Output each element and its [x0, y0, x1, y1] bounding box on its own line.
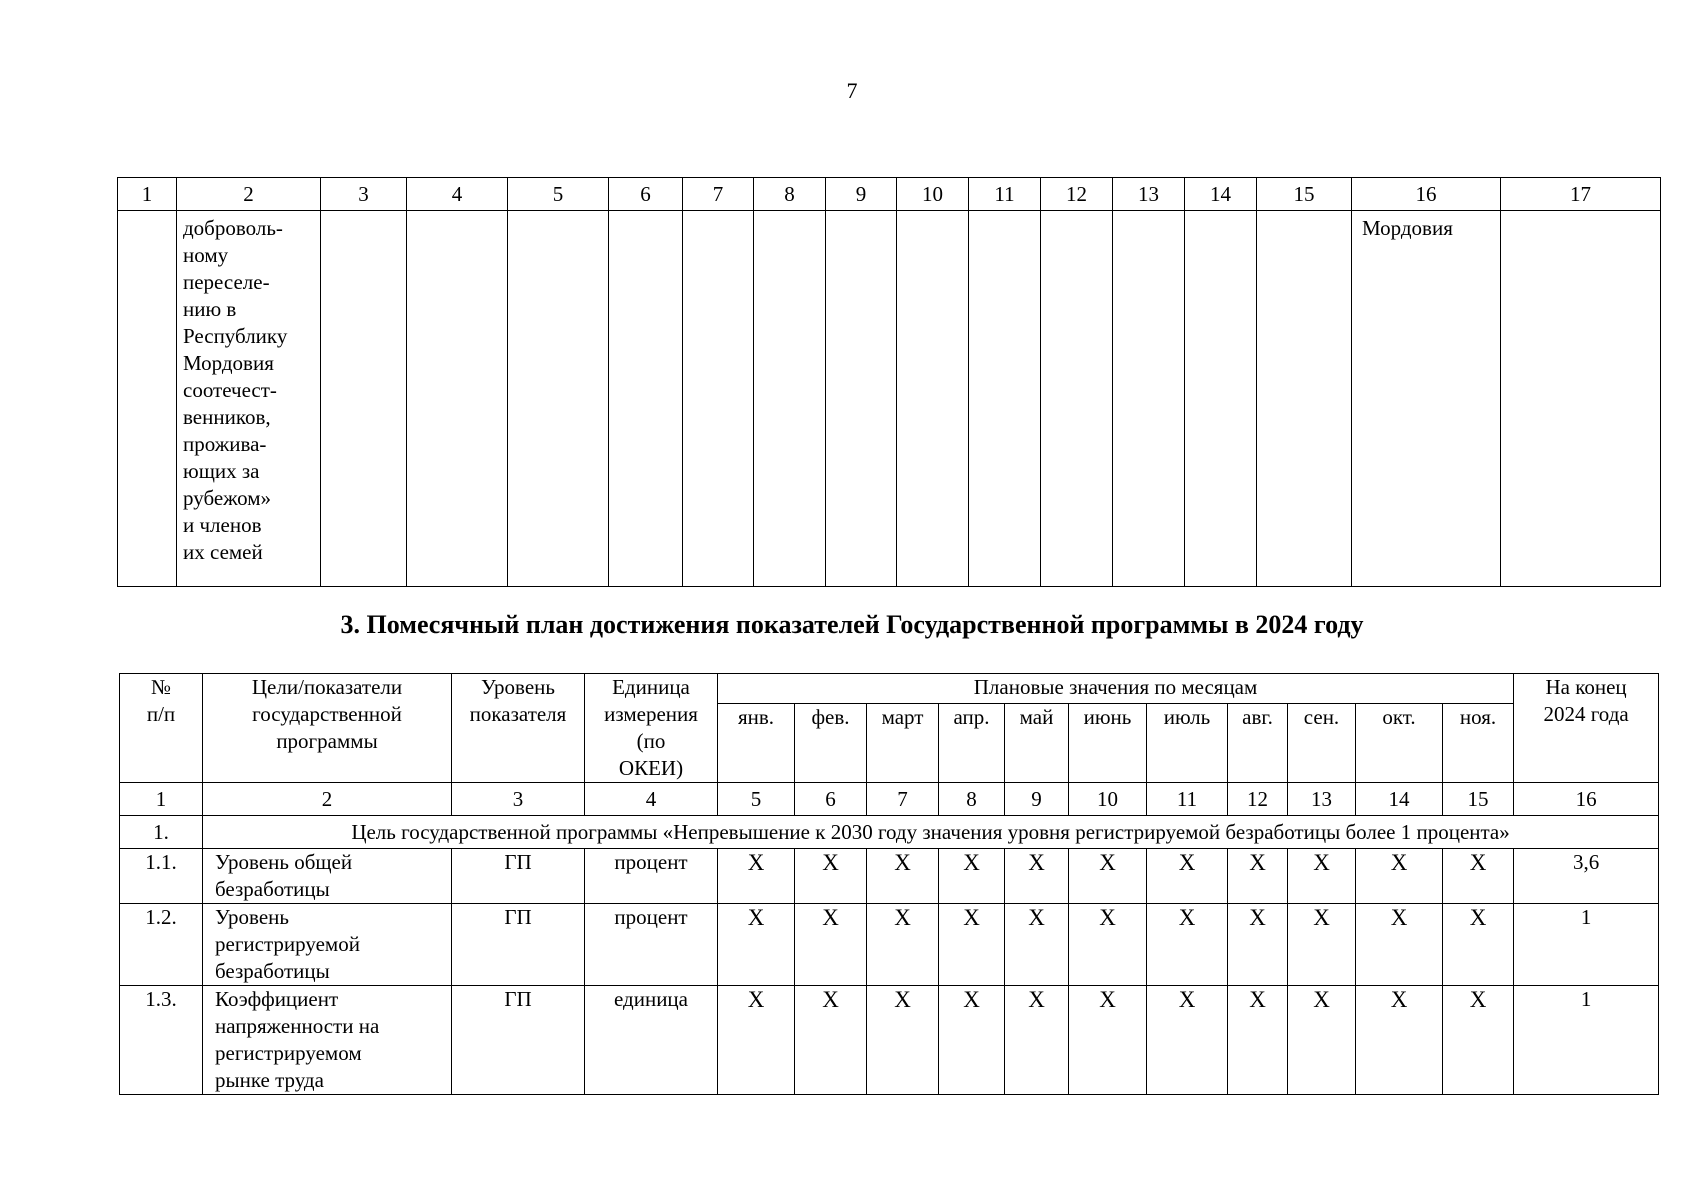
header-line: Единица	[612, 675, 690, 699]
col-number: 7	[867, 783, 939, 816]
col-number: 12	[1041, 178, 1113, 211]
text-line: Уровень общей	[215, 850, 353, 874]
end-of-year-value: 1	[1514, 986, 1659, 1095]
end-of-year-value: 1	[1514, 904, 1659, 986]
header-line: Уровень	[481, 675, 555, 699]
header-end-of-year	[1514, 674, 1659, 783]
text-line: Коэффициент	[215, 987, 339, 1011]
column-number-row	[120, 783, 1659, 816]
table-cell	[1257, 211, 1352, 587]
table-cell	[321, 211, 407, 587]
unit-cell: процент	[585, 849, 718, 904]
text-line: регистрируемой	[215, 932, 360, 956]
text-line: Мордовия	[183, 351, 274, 375]
text-line: их семей	[183, 540, 263, 564]
end-of-year-value: 3,6	[1514, 849, 1659, 904]
header-unit	[585, 674, 718, 783]
month-value: Х	[867, 904, 939, 986]
header-line: программы	[276, 729, 378, 753]
unit-cell: процент	[585, 904, 718, 986]
page-number: 7	[846, 78, 858, 103]
indicator-name	[203, 986, 452, 1095]
col-number: 10	[897, 178, 969, 211]
month-header: ноя.	[1443, 704, 1514, 783]
col-number: 16	[1352, 178, 1501, 211]
month-value: Х	[1147, 849, 1228, 904]
col-number: 7	[683, 178, 754, 211]
text-line: Уровень	[215, 905, 289, 929]
table-cell	[1113, 211, 1185, 587]
month-header: июнь	[1069, 704, 1147, 783]
table-cell	[508, 211, 609, 587]
col-number: 1	[120, 783, 203, 816]
text-line: регистрируемом	[215, 1041, 362, 1065]
col-number: 14	[1185, 178, 1257, 211]
month-value: Х	[795, 986, 867, 1095]
indicator-name-cell	[177, 211, 321, 587]
month-value: Х	[1069, 904, 1147, 986]
header-line: государственной	[252, 702, 402, 726]
month-value: Х	[1443, 986, 1514, 1095]
month-header: июль	[1147, 704, 1228, 783]
month-value: Х	[1147, 904, 1228, 986]
month-header: май	[1005, 704, 1069, 783]
col-number: 4	[585, 783, 718, 816]
month-header: окт.	[1356, 704, 1443, 783]
col-number: 11	[969, 178, 1041, 211]
col-number: 2	[177, 178, 321, 211]
table-cell	[897, 211, 969, 587]
text-line: рынке труда	[215, 1068, 324, 1092]
table-cell	[407, 211, 508, 587]
col-number: 12	[1228, 783, 1288, 816]
level-cell: ГП	[452, 849, 585, 904]
table-cell	[118, 211, 177, 587]
col-number: 5	[508, 178, 609, 211]
table-cell	[683, 211, 754, 587]
month-value: Х	[1443, 904, 1514, 986]
text-line: ному	[183, 243, 229, 267]
month-value: Х	[1228, 849, 1288, 904]
month-header: сен.	[1288, 704, 1356, 783]
text-line: переселе-	[183, 270, 270, 294]
text-line: безработицы	[215, 877, 330, 901]
month-value: Х	[867, 849, 939, 904]
header-line: №	[150, 675, 172, 699]
month-header: авг.	[1228, 704, 1288, 783]
col-number: 1	[118, 178, 177, 211]
month-value: Х	[795, 849, 867, 904]
table-cell	[826, 211, 897, 587]
table-cell	[754, 211, 826, 587]
month-value: Х	[718, 904, 795, 986]
text-line: ющих за	[183, 459, 260, 483]
col-number: 4	[407, 178, 508, 211]
col-number: 16	[1514, 783, 1659, 816]
month-value: Х	[867, 986, 939, 1095]
col-number: 13	[1288, 783, 1356, 816]
header-goals	[203, 674, 452, 783]
month-value: Х	[1288, 904, 1356, 986]
text-line: соотечест-	[183, 378, 277, 402]
table-cell	[1041, 211, 1113, 587]
col-number: 6	[795, 783, 867, 816]
header-row	[120, 674, 1659, 704]
text-line: рубежом»	[183, 486, 272, 510]
month-value: Х	[718, 849, 795, 904]
col-number: 9	[826, 178, 897, 211]
table-cell	[1185, 211, 1257, 587]
region-cell: Мордовия	[1352, 211, 1501, 587]
month-value: Х	[1356, 904, 1443, 986]
month-header: март	[867, 704, 939, 783]
text-line: напряженности на	[215, 1014, 380, 1038]
col-number: 9	[1005, 783, 1069, 816]
month-value: Х	[1147, 986, 1228, 1095]
col-number: 15	[1257, 178, 1352, 211]
col-number: 13	[1113, 178, 1185, 211]
month-value: Х	[1228, 904, 1288, 986]
header-line: Цели/показатели	[251, 675, 403, 699]
header-line: измерения	[604, 702, 698, 726]
month-value: Х	[1288, 986, 1356, 1095]
month-value: Х	[1005, 904, 1069, 986]
month-header: фев.	[795, 704, 867, 783]
table-row	[120, 986, 1659, 1095]
goal-text: Цель государственной программы «Непревышение к 2030 году значения уровня регистрируемой безработицы более 1 процента»	[203, 816, 1659, 849]
col-number: 3	[452, 783, 585, 816]
text-line: доброволь-	[183, 216, 283, 240]
col-number: 11	[1147, 783, 1228, 816]
col-number: 15	[1443, 783, 1514, 816]
month-value: Х	[939, 849, 1005, 904]
goal-num: 1.	[120, 816, 203, 849]
table-row	[120, 849, 1659, 904]
col-number: 2	[203, 783, 452, 816]
month-value: Х	[1069, 986, 1147, 1095]
text-line: безработицы	[215, 959, 330, 983]
col-number: 3	[321, 178, 407, 211]
table-cell	[969, 211, 1041, 587]
table-row	[118, 211, 1661, 587]
month-value: Х	[1069, 849, 1147, 904]
indicator-name	[203, 849, 452, 904]
col-number: 6	[609, 178, 683, 211]
month-value: Х	[1005, 849, 1069, 904]
header-line: показателя	[469, 702, 567, 726]
text-line: нию в	[183, 297, 237, 321]
month-value: Х	[939, 986, 1005, 1095]
header-planned-values: Плановые значения по месяцам	[718, 674, 1514, 704]
monthly-plan-table	[119, 673, 1659, 1095]
text-line: венников,	[183, 405, 271, 429]
month-value: Х	[718, 986, 795, 1095]
col-number: 10	[1069, 783, 1147, 816]
header-line: На конец	[1545, 675, 1627, 699]
unit-cell: единица	[585, 986, 718, 1095]
indicator-name	[203, 904, 452, 986]
month-header: янв.	[718, 704, 795, 783]
col-number: 14	[1356, 783, 1443, 816]
text-line: Республику	[183, 324, 288, 348]
goal-row	[120, 816, 1659, 849]
level-cell: ГП	[452, 986, 585, 1095]
col-number: 17	[1501, 178, 1661, 211]
continuation-table	[117, 177, 1661, 587]
table-row	[120, 904, 1659, 986]
text-line: и членов	[183, 513, 262, 537]
row-num: 1.2.	[120, 904, 203, 986]
col-number: 5	[718, 783, 795, 816]
section-title: 3. Помесячный план достижения показателей Государственной программы в 2024 году	[340, 610, 1364, 639]
month-header: апр.	[939, 704, 1005, 783]
row-num: 1.1.	[120, 849, 203, 904]
month-value: Х	[1443, 849, 1514, 904]
header-line: (по	[636, 729, 666, 753]
col-number: 8	[939, 783, 1005, 816]
level-cell: ГП	[452, 904, 585, 986]
text-line: прожива-	[183, 432, 267, 456]
table-cell	[609, 211, 683, 587]
month-value: Х	[1228, 986, 1288, 1095]
month-value: Х	[795, 904, 867, 986]
month-value: Х	[939, 904, 1005, 986]
month-value: Х	[1356, 849, 1443, 904]
month-value: Х	[1005, 986, 1069, 1095]
header-level	[452, 674, 585, 783]
column-number-row	[118, 178, 1661, 211]
table-cell	[1501, 211, 1661, 587]
month-value: Х	[1288, 849, 1356, 904]
header-line: 2024 года	[1543, 702, 1629, 726]
month-value: Х	[1356, 986, 1443, 1095]
row-num: 1.3.	[120, 986, 203, 1095]
header-num	[120, 674, 203, 783]
header-line: п/п	[146, 702, 176, 726]
col-number: 8	[754, 178, 826, 211]
header-line: ОКЕИ)	[618, 756, 684, 780]
